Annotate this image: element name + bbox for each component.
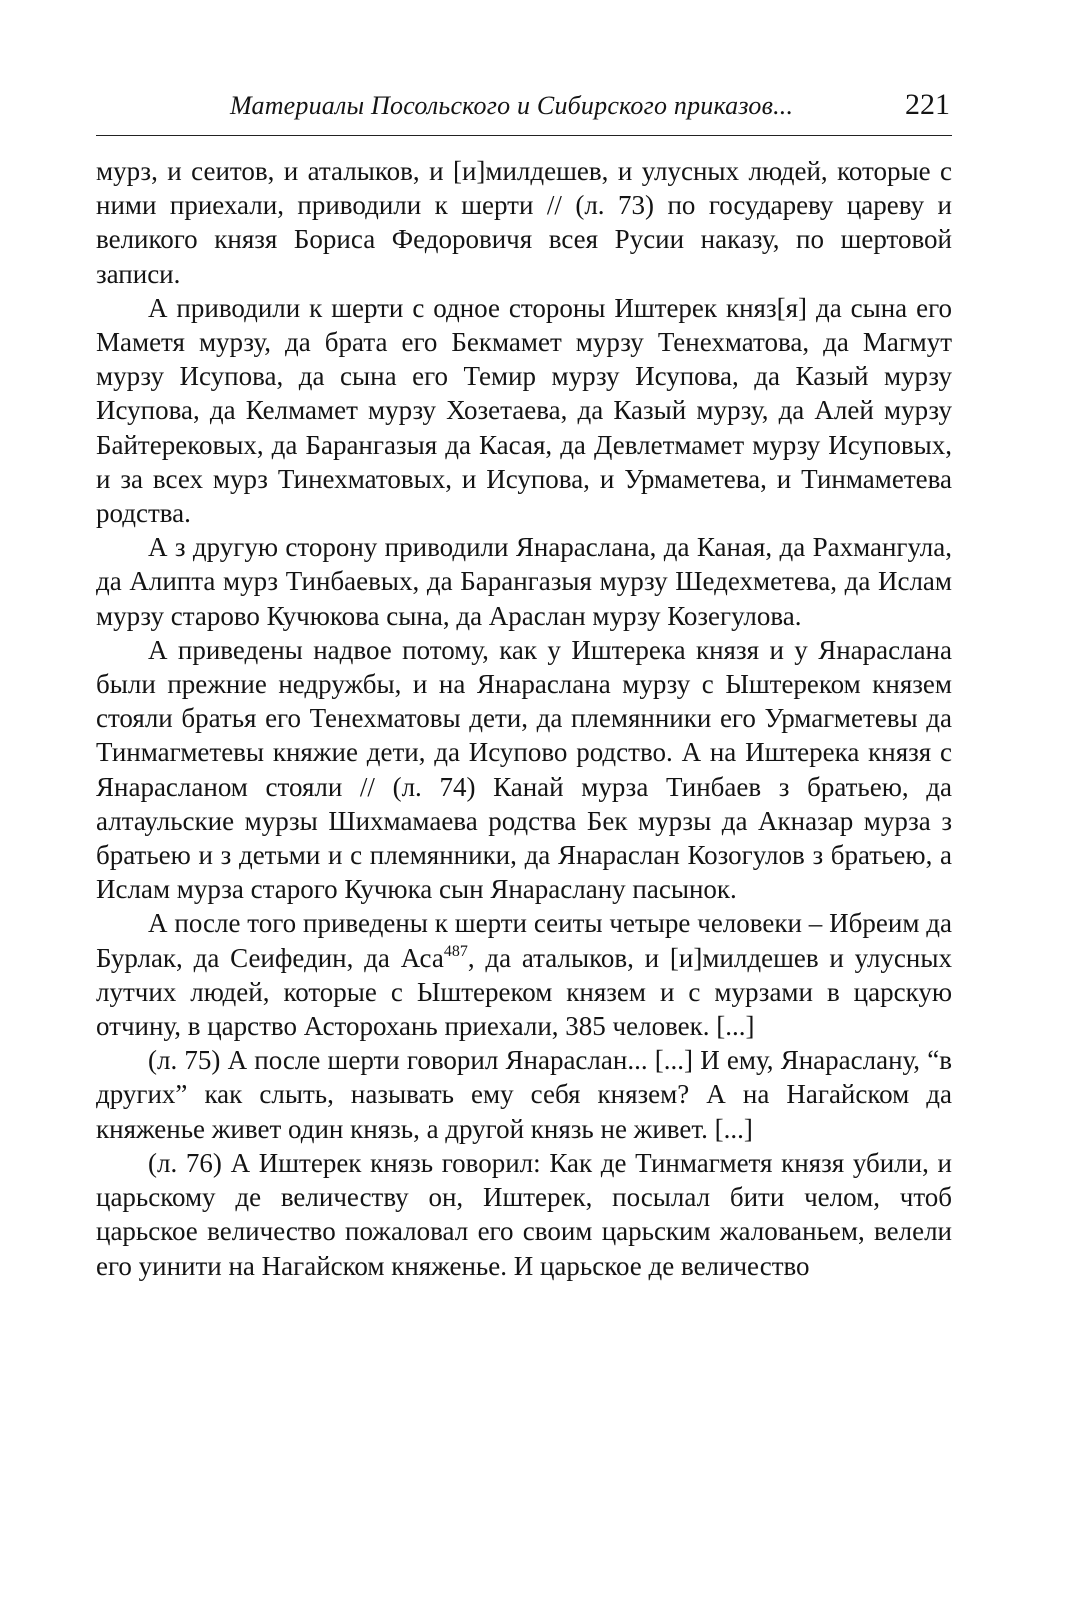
paragraph: А приводили к шерти с одное стороны Иштерек княз[я] да сына его Маметя мурзу, да брата его Бекмамет мурзу Тенехматова, да Магмут мурзу Исупова, да сына его Темир мурзу Исупова, да Казый мурзу Исупова, да Келмамет мурзу Хозетаева, да Казый мурзу, да Алей мурзу Байтерековых, да Барангазыя да Касая, да Девлетмамет мурзу Исуповых, и за всех мурз Тинехматовых, и Исупова, и Урмаметева, и Тинмаметева родства.	[96, 292, 952, 529]
running-title: Материалы Посольского и Сибирского приказов...	[230, 91, 794, 120]
body-text	[96, 154, 952, 1283]
paragraph: (л. 76) А Иштерек князь говорил: Как де Тинмагметя князя убили, и царьскому де величеству он, Иштерек, посылал бити челом, чтоб царьское величество пожаловал его своим царьским жалованьем, велели его уинити на Нагайском княженье. И царьское де величество	[96, 1147, 952, 1281]
paragraph: мурз, и сеитов, и аталыков, и [и]милдешев, и улусных людей, которые с ними приехали, приводили к шерти // (л. 73) по государеву цареву и великого князя Бориса Федоровичя всея Русии наказу, по шертовой записи.	[96, 156, 952, 289]
book-page	[96, 88, 952, 1283]
paragraph: А з другую сторону приводили Янараслана, да Каная, да Рахмангула, да Алипта мурз Тинбаевых, да Барангазыя мурзу Шедехметева, да Ислам мурзу старово Кучюкова сына, да Араслан мурзу Козегулова.	[96, 532, 952, 631]
paragraph-text: , да аталыков, и [и]милдешев и улусных лутчих людей, которые с Ыштереком князем и с мурзами в царскую отчину, в царство Асторохань приехали, 385 человек. [...]	[96, 942, 952, 1042]
paragraph: (л. 75) А после шерти говорил Янараслан... [...] И ему, Янараслану, “в других” как слыть, называть ему себя князем? А на Нагайском да княженье живет один князь, а другой князь не живет. [...]	[96, 1045, 952, 1144]
running-header	[96, 88, 952, 136]
footnote-reference: 487	[443, 942, 468, 960]
paragraph	[96, 906, 952, 1043]
paragraph: А приведены надвое потому, как у Иштерека князя и у Янараслана были прежние недружбы, и на Янараслана мурзу с Ыштереком князем стояли братья его Тенехматовы дети, да племянники его Урмагметевы да Тинмагметевы княжие дети, да Исупово родство. А на Иштерека князя с Янарасланом стояли // (л. 74) Канай мурза Тинбаев з братьею, да алтаульские мурзы Шихмамаева родства Бек мурзы да Акназар мурза з братьею и з детьми и с племянники, да Янараслан Козогулов з братьею, а Ислам мурза старого Кучюка сын Янараслану пасынок.	[96, 634, 952, 905]
paragraph-text: А после того приведены к шерти сеиты четыре человеки – Ибреим да Бурлак, да Сеифедин, да Аса	[96, 908, 952, 973]
page-number: 221	[905, 88, 950, 121]
